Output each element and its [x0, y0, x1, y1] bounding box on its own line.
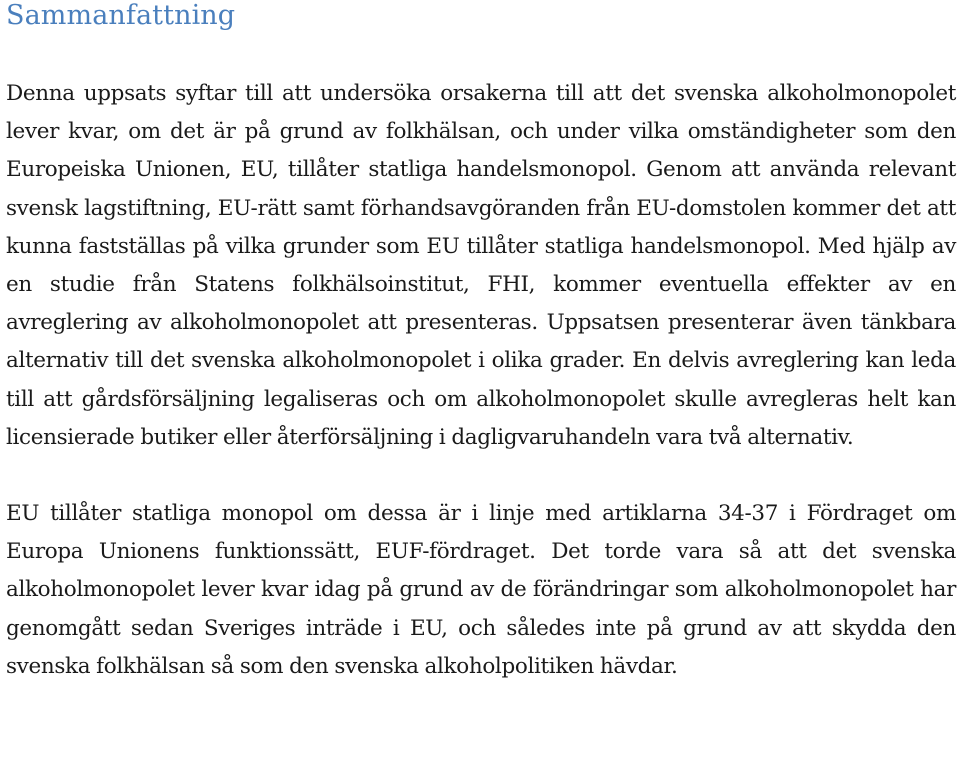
summary-paragraph-2: EU tillåter statliga monopol om dessa är i linje med artiklarna 34-37 i Fördraget om Europa Unionens funktionssätt, EUF-fördraget. Det torde vara så att det svenska alkoholmonopolet lever kvar idag på grund av de förändringar som alkoholmonopolet har genomgått sedan Sveriges inträde i EU, och således inte på grund av att skydda den svenska folkhälsan så som den svenska alkoholpolitiken hävdar.: [6, 501, 956, 679]
section-heading: Sammanfattning: [6, 0, 236, 31]
summary-paragraph-1: Denna uppsats syftar till att undersöka orsakerna till att det svenska alkoholmonopolet lever kvar, om det är på grund av folkhälsan, och under vilka omständigheter som den Europeiska Unionen, EU, tillåter statliga handelsmonopol. Genom att använda relevant svensk lagstiftning, EU-rätt samt förhandsavgöranden från EU-domstolen kommer det att kunna fastställas på vilka grunder som EU tillåter statliga handelsmonopol. Med hjälp av en studie från Statens folkhälsoinstitut, FHI, kommer eventuella effekter av en avreglering av alkoholmonopolet att presenteras. Uppsatsen presenterar även tänkbara alternativ till det svenska alkoholmonopolet i olika grader. En delvis avreglering kan leda till att gårdsförsäljning legaliseras och om alkoholmonopolet skulle avregleras helt kan licensierade butiker eller återförsäljning i dagligvaruhandeln vara två alternativ.: [6, 81, 956, 450]
